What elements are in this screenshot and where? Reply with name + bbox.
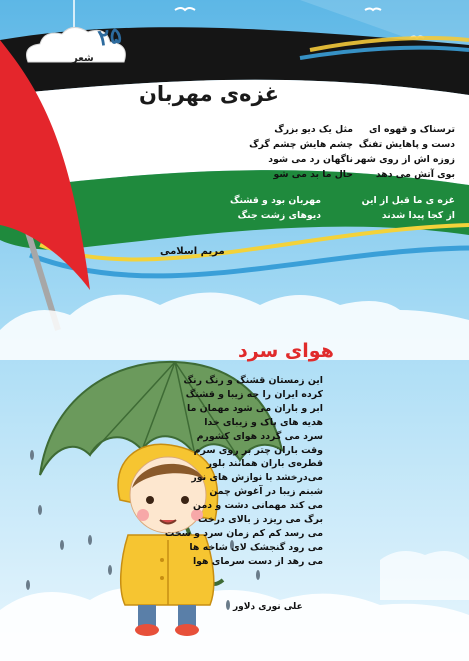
poem2-body xyxy=(165,374,323,569)
poem2-line: می رسد کم کم زمان سرد و سخت xyxy=(164,527,323,539)
poem2-line: سرد می گردد هوای کشورم xyxy=(196,430,323,442)
poem2-line: می رود گنجشک لای شاخه ها xyxy=(189,541,323,553)
poem2-line: هدیه های پاک و زیبای خدا xyxy=(204,416,323,428)
poem1-poet: مریم اسلامی xyxy=(160,246,225,257)
poem1-stanza2-right xyxy=(362,193,455,223)
poem2-line: این زمستان قشنگ و رنگ رنگ xyxy=(183,375,323,386)
poem2-line: می‌درخشد با نوازش های نور xyxy=(191,472,323,484)
poem2-line: قطره‌ی باران همانند بلور xyxy=(206,458,323,470)
poem2-line: می کند مهمانی دشت و دمن xyxy=(193,500,323,512)
bird-icon xyxy=(365,9,381,11)
poem1-line: مهربان بود و قشنگ xyxy=(229,195,321,206)
poem1-line: زوزه اش از روی شهر xyxy=(354,154,455,165)
poem1-line: حال ما بد می شو xyxy=(273,169,353,180)
poem1-stanza1-left xyxy=(249,122,353,182)
poem2-line: شبنم زیبا در آغوش چمن xyxy=(209,486,323,498)
poem2-line: ابر و باران می شود مهمان ما xyxy=(187,402,323,414)
poem2-line: کرده ایران را چه زیبا و قشنگ xyxy=(185,388,323,400)
poem1-line: از کجا پیدا شدند xyxy=(381,210,455,221)
page-number: ۲۵ xyxy=(96,22,124,52)
poem1-line: دست و پاهایش تفنگ xyxy=(358,139,455,150)
poem1-line: دیوهای زشت جنگ xyxy=(237,210,321,221)
poem2-poet: علی نوری دلاور xyxy=(233,602,303,612)
poem1-line: غزه ی ما قبل از این xyxy=(361,195,455,206)
poem1-stanza2-left xyxy=(230,193,321,223)
poem1-line: ترسناک و قهوه ای xyxy=(369,124,455,135)
poem1-line: ناگهان رد می شود xyxy=(268,154,353,165)
poem2-line: می رهد از دست سرمای هوا xyxy=(192,555,323,567)
poem2-line: وقت باران چتر بر روی سرم xyxy=(193,444,323,456)
section-label: شعر xyxy=(72,53,94,64)
poem1-line: چشم هایش چشم گرگ xyxy=(249,139,353,150)
poem2-title: هوای سرد xyxy=(238,340,334,362)
poem1-title: غزه‌ی مهربان xyxy=(139,82,279,106)
poem1-stanza1-right xyxy=(355,122,455,182)
poem1-line: مثل یک دیو بزرگ xyxy=(274,124,353,135)
poem2-line: برگ می ریزد ز بالای درخت xyxy=(197,514,323,526)
poem1-line: بوی آتش می دهد xyxy=(375,169,455,180)
